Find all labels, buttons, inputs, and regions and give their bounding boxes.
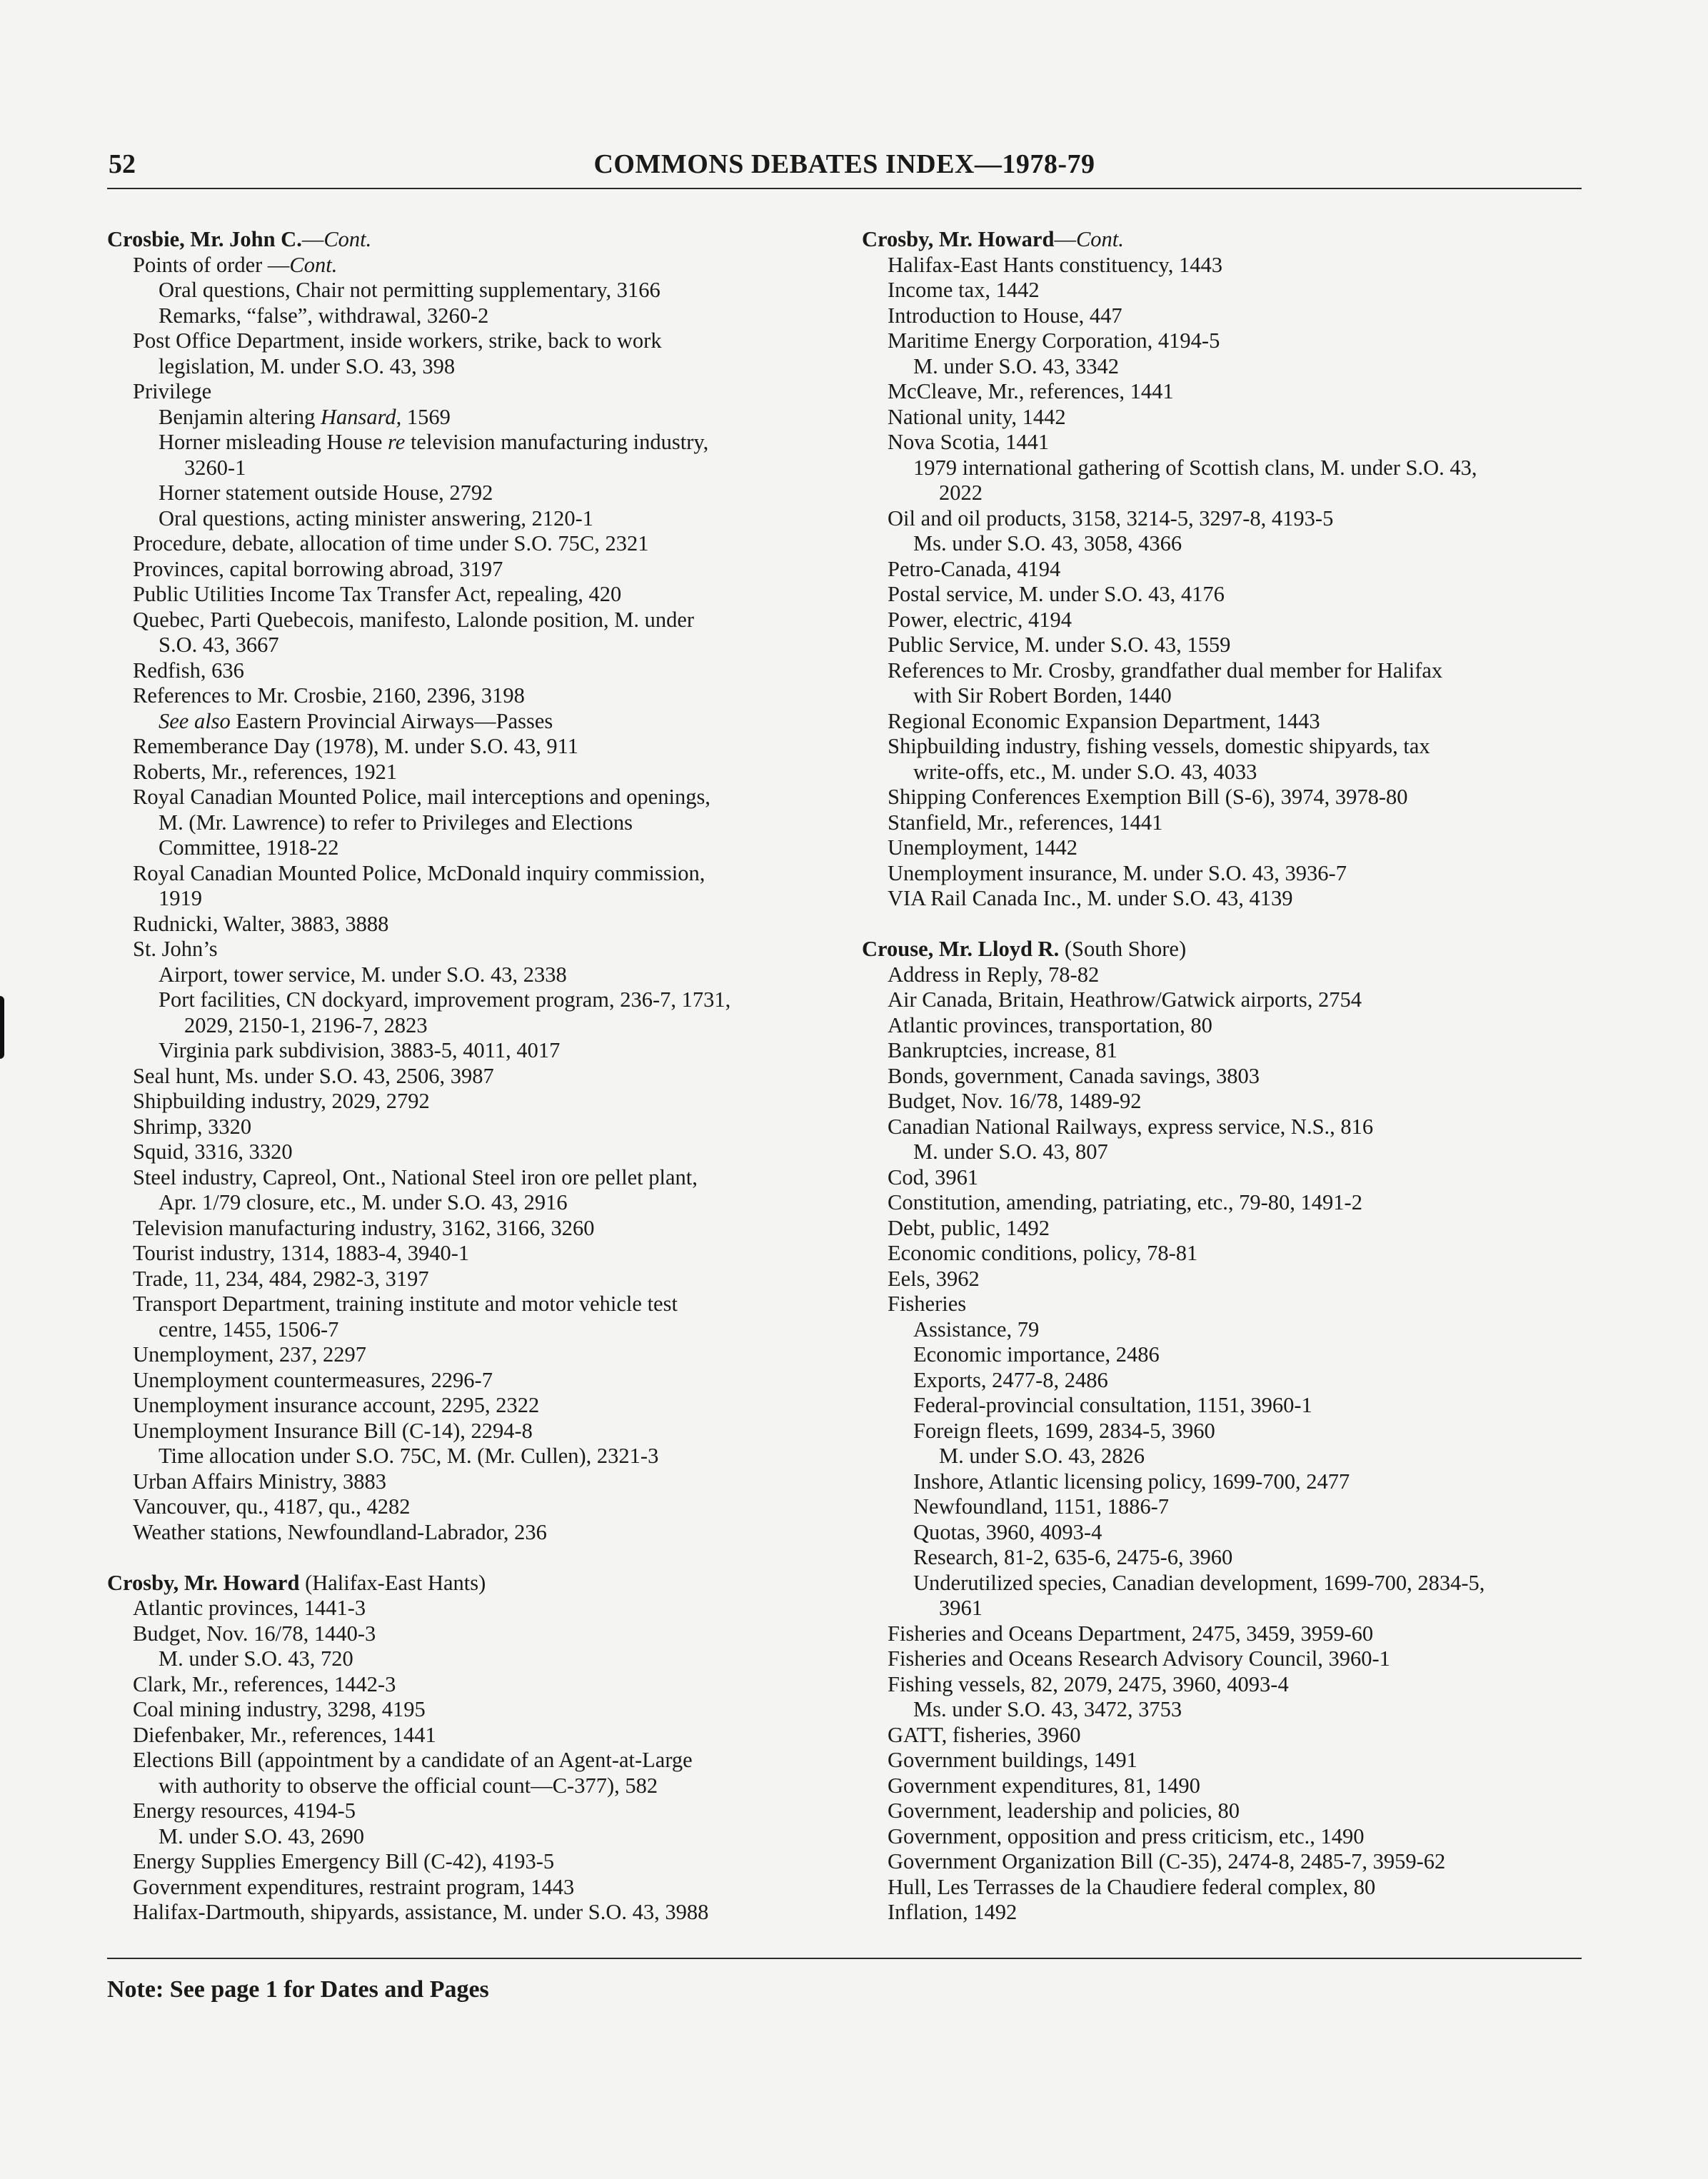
entry-text: M. (Mr. Lawrence) to refer to Privileges and Elections <box>159 810 633 835</box>
entry-text: Energy Supplies Emergency Bill (C-42), 4193-5 <box>133 1849 555 1873</box>
index-entry <box>862 785 1597 810</box>
index-entry <box>107 1900 843 1926</box>
index-entry <box>107 1798 843 1824</box>
entry-text: Hull, Les Terrasses de la Chaudiere federal complex, 80 <box>888 1874 1376 1899</box>
entry-text: (Halifax-East Hants) <box>299 1570 486 1595</box>
index-entry <box>107 1723 843 1748</box>
entry-text: — <box>301 227 324 251</box>
entry-text: Coal mining industry, 3298, 4195 <box>133 1697 426 1721</box>
entry-text: Nova Scotia, 1441 <box>888 430 1050 454</box>
entry-gap <box>107 1545 843 1571</box>
entry-text: GATT, fisheries, 3960 <box>888 1722 1081 1747</box>
index-entry <box>862 1089 1597 1114</box>
index-entry <box>107 1241 843 1267</box>
entry-text: Introduction to House, 447 <box>888 303 1122 328</box>
index-entry <box>107 430 843 456</box>
entry-text: Rudnicki, Walter, 3883, 3888 <box>133 911 389 936</box>
entry-text: 3260-1 <box>184 455 246 480</box>
entry-text: Inflation, 1492 <box>888 1900 1018 1924</box>
entry-text: Maritime Energy Corporation, 4194-5 <box>888 328 1220 353</box>
entry-text: References to Mr. Crosby, grandfather dual member for Halifax <box>888 658 1443 683</box>
entry-text: Economic conditions, policy, 78-81 <box>888 1241 1198 1265</box>
index-entry <box>862 278 1597 303</box>
scan-edge-mark <box>0 996 4 1059</box>
entry-text: Air Canada, Britain, Heathrow/Gatwick airports, 2754 <box>888 987 1362 1012</box>
entry-text: Port facilities, CN dockyard, improvement program, 236-7, 1731, <box>159 987 731 1012</box>
entry-text: write-offs, etc., M. under S.O. 43, 4033 <box>913 759 1257 784</box>
heading-name: Crouse, Mr. Lloyd R. <box>862 937 1060 961</box>
index-entry <box>862 1773 1597 1799</box>
index-entry <box>107 1267 843 1292</box>
entry-text: Government expenditures, restraint program, 1443 <box>133 1874 575 1899</box>
entry-text: Government buildings, 1491 <box>888 1748 1137 1772</box>
entry-text: Benjamin altering <box>159 404 321 429</box>
entry-text: Squid, 3316, 3320 <box>133 1139 293 1164</box>
entry-text: Fisheries and Oceans Department, 2475, 3459, 3959-60 <box>888 1621 1374 1646</box>
entry-text: Power, electric, 4194 <box>888 607 1072 632</box>
index-entry <box>862 886 1597 912</box>
index-heading <box>107 227 843 253</box>
entry-text: centre, 1455, 1506-7 <box>159 1317 339 1342</box>
index-entry <box>862 557 1597 583</box>
index-entry <box>862 1596 1597 1621</box>
index-entry <box>107 1748 843 1773</box>
entry-text: Horner misleading House <box>159 430 388 454</box>
entry-text: Fisheries <box>888 1292 967 1316</box>
entry-text: Royal Canadian Mounted Police, mail interceptions and openings, <box>133 785 710 809</box>
entry-text: Quebec, Parti Quebecois, manifesto, Lalonde position, M. under <box>133 607 695 632</box>
index-entry <box>862 1267 1597 1292</box>
entry-gap <box>862 912 1597 937</box>
index-entry <box>107 1139 843 1165</box>
index-entry <box>862 861 1597 887</box>
heading-name: Crosby, Mr. Howard <box>862 227 1055 251</box>
index-entry <box>862 1520 1597 1546</box>
entry-text: Post Office Department, inside workers, strike, back to work <box>133 328 662 353</box>
index-entry <box>862 962 1597 988</box>
index-entry <box>862 456 1597 481</box>
index-entry <box>107 810 843 836</box>
entry-text: M. under S.O. 43, 2690 <box>159 1823 365 1848</box>
index-entry <box>862 480 1597 506</box>
index-entry <box>107 1393 843 1419</box>
entry-text: Urban Affairs Ministry, 3883 <box>133 1469 386 1494</box>
entry-text: Privilege <box>133 379 212 403</box>
entry-text: Committee, 1918-22 <box>159 835 339 860</box>
index-entry <box>862 1571 1597 1596</box>
entry-text: Airport, tower service, M. under S.O. 43, 2338 <box>159 962 567 987</box>
entry-text: M. under S.O. 43, 3342 <box>913 353 1120 378</box>
index-entry <box>862 1139 1597 1165</box>
entry-text: Postal service, M. under S.O. 43, 4176 <box>888 582 1225 606</box>
entry-text: Petro-Canada, 4194 <box>888 556 1061 581</box>
index-entry <box>107 582 843 608</box>
index-entry <box>862 1748 1597 1773</box>
footer-note: Note: See page 1 for Dates and Pages <box>107 1976 489 2003</box>
entry-text: Time allocation under S.O. 75C, M. (Mr. Cullen), 2321-3 <box>159 1444 659 1468</box>
index-entry <box>107 506 843 532</box>
entry-text: Newfoundland, 1151, 1886-7 <box>913 1494 1170 1519</box>
index-entry <box>862 987 1597 1013</box>
index-entry <box>862 734 1597 760</box>
entry-text: Unemployment insurance, M. under S.O. 43, 3936-7 <box>888 860 1347 885</box>
entry-text: Horner statement outside House, 2792 <box>159 480 493 505</box>
entry-text: legislation, M. under S.O. 43, 398 <box>159 353 456 378</box>
index-entry <box>107 1292 843 1317</box>
entry-text: Fishing vessels, 82, 2079, 2475, 3960, 4093-4 <box>888 1671 1289 1696</box>
index-entry <box>862 1368 1597 1394</box>
entry-text: Shipping Conferences Exemption Bill (S-6), 3974, 3978-80 <box>888 785 1408 809</box>
index-entry <box>862 1824 1597 1850</box>
index-entry <box>107 760 843 785</box>
entry-text: with authority to observe the official count—C-377), 582 <box>159 1773 658 1798</box>
entry-text: Virginia park subdivision, 3883-5, 4011, 4017 <box>159 1038 561 1062</box>
index-entry <box>107 1494 843 1520</box>
index-entry <box>107 456 843 481</box>
entry-text: Ms. under S.O. 43, 3058, 4366 <box>913 531 1182 555</box>
index-entry <box>107 1824 843 1850</box>
entry-text: Unemployment, 237, 2297 <box>133 1342 366 1367</box>
entry-text-after: television manufacturing industry, <box>405 430 709 454</box>
entry-text: Atlantic provinces, transportation, 80 <box>888 1012 1212 1037</box>
entry-text: McCleave, Mr., references, 1441 <box>888 379 1174 403</box>
index-entry <box>107 1089 843 1114</box>
index-entry <box>107 861 843 887</box>
entry-text: Federal-provincial consultation, 1151, 3960-1 <box>913 1393 1312 1417</box>
index-entry <box>107 1419 843 1444</box>
index-entry <box>862 582 1597 608</box>
page-number: 52 <box>109 149 136 179</box>
entry-text: Apr. 1/79 closure, etc., M. under S.O. 43, 2916 <box>159 1190 568 1214</box>
entry-text: Oral questions, acting minister answering, 2120-1 <box>159 505 594 530</box>
heading-name: Crosbie, Mr. John C. <box>107 227 302 251</box>
entry-text: Bonds, government, Canada savings, 3803 <box>888 1063 1260 1088</box>
index-entry <box>862 1494 1597 1520</box>
index-entry <box>107 1875 843 1901</box>
index-entry <box>107 785 843 810</box>
entry-text: Exports, 2477-8, 2486 <box>913 1367 1108 1392</box>
index-entry <box>862 303 1597 329</box>
page-header <box>107 149 1582 188</box>
entry-text: 1919 <box>159 886 202 910</box>
entry-text: Energy resources, 4194-5 <box>133 1798 356 1823</box>
entry-text: Budget, Nov. 16/78, 1489-92 <box>888 1089 1142 1113</box>
index-entry <box>107 1849 843 1875</box>
entry-text: Shipbuilding industry, 2029, 2792 <box>133 1089 430 1113</box>
index-entry <box>107 1773 843 1799</box>
index-entry <box>107 683 843 709</box>
entry-text: Shrimp, 3320 <box>133 1114 252 1139</box>
entry-text: Quotas, 3960, 4093-4 <box>913 1519 1102 1544</box>
entry-text: 1979 international gathering of Scottish clans, M. under S.O. 43, <box>913 455 1477 480</box>
index-entry <box>862 1317 1597 1343</box>
index-entry <box>107 658 843 684</box>
index-entry <box>107 1342 843 1368</box>
entry-text: Research, 81-2, 635-6, 2475-6, 3960 <box>913 1545 1233 1569</box>
entry-text: References to Mr. Crosbie, 2160, 2396, 3198 <box>133 683 525 708</box>
entry-text: Fisheries and Oceans Research Advisory Council, 3960-1 <box>888 1646 1390 1671</box>
index-entry <box>862 1190 1597 1216</box>
entry-text: St. John’s <box>133 937 218 961</box>
entry-text: Halifax-Dartmouth, shipyards, assistance, M. under S.O. 43, 3988 <box>133 1900 709 1924</box>
entry-text: — <box>1054 227 1076 251</box>
index-entry <box>862 354 1597 380</box>
index-column-left <box>107 227 843 1926</box>
entry-italic: Cont. <box>323 227 372 251</box>
entry-text: Bankruptcies, increase, 81 <box>888 1038 1117 1062</box>
index-entry <box>107 1520 843 1546</box>
entry-text: Provinces, capital borrowing abroad, 3197 <box>133 556 503 581</box>
entry-text: Unemployment Insurance Bill (C-14), 2294-8 <box>133 1418 533 1443</box>
index-entry <box>862 760 1597 785</box>
entry-text: Public Utilities Income Tax Transfer Act, repealing, 420 <box>133 582 622 606</box>
entry-text: M. under S.O. 43, 720 <box>159 1646 353 1671</box>
entry-text: Royal Canadian Mounted Police, McDonald inquiry commission, <box>133 860 705 885</box>
index-entry <box>862 506 1597 532</box>
index-entry <box>107 531 843 557</box>
index-entry <box>862 1900 1597 1926</box>
index-entry <box>107 480 843 506</box>
index-entry <box>107 557 843 583</box>
index-entry <box>107 1013 843 1039</box>
index-entry <box>107 278 843 303</box>
index-entry <box>862 1342 1597 1368</box>
index-entry <box>862 709 1597 735</box>
index-entry <box>862 1849 1597 1875</box>
index-entry <box>107 1621 843 1647</box>
index-entry <box>107 962 843 988</box>
entry-text: Procedure, debate, allocation of time under S.O. 75C, 2321 <box>133 531 649 555</box>
entry-text: Halifax-East Hants constituency, 1443 <box>888 252 1222 277</box>
entry-text: M. under S.O. 43, 2826 <box>939 1444 1145 1468</box>
entry-text: Seal hunt, Ms. under S.O. 43, 2506, 3987 <box>133 1063 494 1088</box>
index-entry <box>107 1646 843 1672</box>
index-entry <box>107 1596 843 1621</box>
index-entry <box>862 1064 1597 1090</box>
entry-text: Points of order — <box>133 252 290 277</box>
index-entry <box>107 1444 843 1469</box>
index-column-right <box>862 227 1597 1926</box>
index-entry <box>862 1875 1597 1901</box>
index-entry <box>862 379 1597 405</box>
index-entry <box>107 1317 843 1343</box>
index-entry <box>862 1621 1597 1647</box>
entry-text: Shipbuilding industry, fishing vessels, domestic shipyards, tax <box>888 734 1430 758</box>
index-entry <box>862 328 1597 354</box>
index-entry <box>107 912 843 937</box>
index-entry <box>107 633 843 658</box>
index-entry <box>107 886 843 912</box>
index-entry <box>107 1165 843 1191</box>
index-entry <box>862 633 1597 658</box>
entry-italic: re <box>388 430 406 454</box>
entry-text: Cod, 3961 <box>888 1164 979 1189</box>
index-entry <box>107 937 843 962</box>
index-entry <box>862 1444 1597 1469</box>
entry-text: National unity, 1442 <box>888 404 1066 429</box>
entry-text: Government, opposition and press criticism, etc., 1490 <box>888 1823 1365 1848</box>
entry-italic: See also <box>159 708 231 733</box>
entry-text: Eels, 3962 <box>888 1266 980 1291</box>
index-entry <box>107 1697 843 1723</box>
index-entry <box>862 430 1597 456</box>
header-rule <box>107 188 1582 189</box>
entry-text: with Sir Robert Borden, 1440 <box>913 683 1172 708</box>
index-entry <box>862 1393 1597 1419</box>
index-entry <box>862 683 1597 709</box>
entry-text: Redfish, 636 <box>133 658 244 683</box>
entry-text: Public Service, M. under S.O. 43, 1559 <box>888 633 1231 657</box>
index-entry <box>107 1114 843 1140</box>
index-entry <box>862 405 1597 431</box>
entry-text: Diefenbaker, Mr., references, 1441 <box>133 1722 436 1747</box>
entry-text: Rememberance Day (1978), M. under S.O. 43, 911 <box>133 734 578 758</box>
index-entry <box>862 1419 1597 1444</box>
index-entry <box>107 1672 843 1698</box>
index-entry <box>107 405 843 431</box>
index-entry <box>107 1038 843 1064</box>
entry-text: VIA Rail Canada Inc., M. under S.O. 43, 4139 <box>888 886 1293 910</box>
index-entry <box>107 608 843 633</box>
index-entry <box>107 1190 843 1216</box>
index-entry <box>107 734 843 760</box>
index-entry <box>862 1723 1597 1748</box>
entry-text: Economic importance, 2486 <box>913 1342 1160 1367</box>
index-entry <box>862 1013 1597 1039</box>
entry-text: Inshore, Atlantic licensing policy, 1699-700, 2477 <box>913 1469 1350 1494</box>
entry-text: Television manufacturing industry, 3162, 3166, 3260 <box>133 1215 595 1240</box>
index-entry <box>862 531 1597 557</box>
index-entry <box>862 1292 1597 1317</box>
entry-text-after: 1569 <box>401 404 451 429</box>
index-entry <box>107 379 843 405</box>
index-heading <box>107 1571 843 1596</box>
entry-text: Vancouver, qu., 4187, qu., 4282 <box>133 1494 411 1519</box>
index-entry <box>862 1798 1597 1824</box>
entry-text: Weather stations, Newfoundland-Labrador, 236 <box>133 1519 547 1544</box>
index-entry <box>107 303 843 329</box>
entry-text: Assistance, 79 <box>913 1317 1040 1342</box>
entry-text: Regional Economic Expansion Department, 1443 <box>888 708 1320 733</box>
index-entry <box>107 328 843 354</box>
entry-text: Government Organization Bill (C-35), 2474-8, 2485-7, 3959-62 <box>888 1849 1446 1873</box>
entry-text: Remarks, “false”, withdrawal, 3260-2 <box>159 303 489 328</box>
entry-text: Budget, Nov. 16/78, 1440-3 <box>133 1621 376 1646</box>
index-entry <box>862 608 1597 633</box>
index-entry <box>862 835 1597 861</box>
running-title: COMMONS DEBATES INDEX—1978-79 <box>593 149 1095 179</box>
index-heading <box>862 227 1597 253</box>
entry-text: Transport Department, training institute and motor vehicle test <box>133 1292 678 1316</box>
footer-rule <box>107 1958 1582 1959</box>
entry-text: Tourist industry, 1314, 1883-4, 3940-1 <box>133 1241 470 1265</box>
entry-text: Stanfield, Mr., references, 1441 <box>888 810 1163 835</box>
index-entry <box>862 658 1597 684</box>
index-entry <box>862 1114 1597 1140</box>
index-entry <box>107 987 843 1013</box>
index-entry <box>862 1165 1597 1191</box>
index-entry <box>862 1216 1597 1242</box>
entry-text: Foreign fleets, 1699, 2834-5, 3960 <box>913 1418 1215 1443</box>
index-entry <box>107 1469 843 1495</box>
entry-text-after: Eastern Provincial Airways—Passes <box>230 708 553 733</box>
entry-italic: Cont. <box>289 252 338 277</box>
index-heading <box>862 937 1597 962</box>
entry-text: Debt, public, 1492 <box>888 1215 1050 1240</box>
entry-text: 3961 <box>939 1596 983 1620</box>
entry-text: Unemployment countermeasures, 2296-7 <box>133 1367 493 1392</box>
index-entry <box>107 354 843 380</box>
entry-text: Address in Reply, 78-82 <box>888 962 1100 987</box>
index-entry <box>107 1368 843 1394</box>
entry-text: M. under S.O. 43, 807 <box>913 1139 1108 1164</box>
entry-italic: Hansard, <box>321 404 402 429</box>
entry-italic: Cont. <box>1075 227 1124 251</box>
entry-text: (South Shore) <box>1059 937 1187 961</box>
entry-text: Income tax, 1442 <box>888 278 1040 302</box>
entry-text: Clark, Mr., references, 1442-3 <box>133 1671 396 1696</box>
entry-text: Trade, 11, 234, 484, 2982-3, 3197 <box>133 1266 429 1291</box>
index-entry <box>862 1469 1597 1495</box>
entry-text: Government, leadership and policies, 80 <box>888 1798 1240 1823</box>
entry-text: 2022 <box>939 480 983 505</box>
index-entry <box>107 253 843 278</box>
index-entry <box>107 709 843 735</box>
entry-text: Oil and oil products, 3158, 3214-5, 3297-8, 4193-5 <box>888 505 1334 530</box>
entry-text: Unemployment, 1442 <box>888 835 1077 860</box>
index-entry <box>862 1545 1597 1571</box>
entry-text: Oral questions, Chair not permitting supplementary, 3166 <box>159 278 660 302</box>
index-entry <box>862 1672 1597 1698</box>
index-entry <box>107 1064 843 1090</box>
entry-text: S.O. 43, 3667 <box>159 633 279 657</box>
index-entry <box>862 1038 1597 1064</box>
entry-text: Roberts, Mr., references, 1921 <box>133 759 398 784</box>
entry-text: Constitution, amending, patriating, etc., 79-80, 1491-2 <box>888 1190 1362 1214</box>
entry-text: Atlantic provinces, 1441-3 <box>133 1596 366 1620</box>
index-entry <box>862 810 1597 836</box>
entry-text: Ms. under S.O. 43, 3472, 3753 <box>913 1697 1182 1721</box>
index-entry <box>107 1216 843 1242</box>
entry-text: Government expenditures, 81, 1490 <box>888 1773 1200 1798</box>
index-entry <box>862 1697 1597 1723</box>
index-entry <box>862 1646 1597 1672</box>
heading-name: Crosby, Mr. Howard <box>107 1570 300 1595</box>
index-entry <box>862 1241 1597 1267</box>
index-entry <box>107 835 843 861</box>
index-entry <box>862 253 1597 278</box>
entry-text: Underutilized species, Canadian development, 1699-700, 2834-5, <box>913 1570 1485 1595</box>
entry-text: Unemployment insurance account, 2295, 2322 <box>133 1393 540 1417</box>
entry-text: Canadian National Railways, express service, N.S., 816 <box>888 1114 1374 1139</box>
entry-text: Steel industry, Capreol, Ont., National Steel iron ore pellet plant, <box>133 1164 698 1189</box>
entry-text: Elections Bill (appointment by a candidate of an Agent-at-Large <box>133 1748 693 1772</box>
entry-text: 2029, 2150-1, 2196-7, 2823 <box>184 1012 428 1037</box>
